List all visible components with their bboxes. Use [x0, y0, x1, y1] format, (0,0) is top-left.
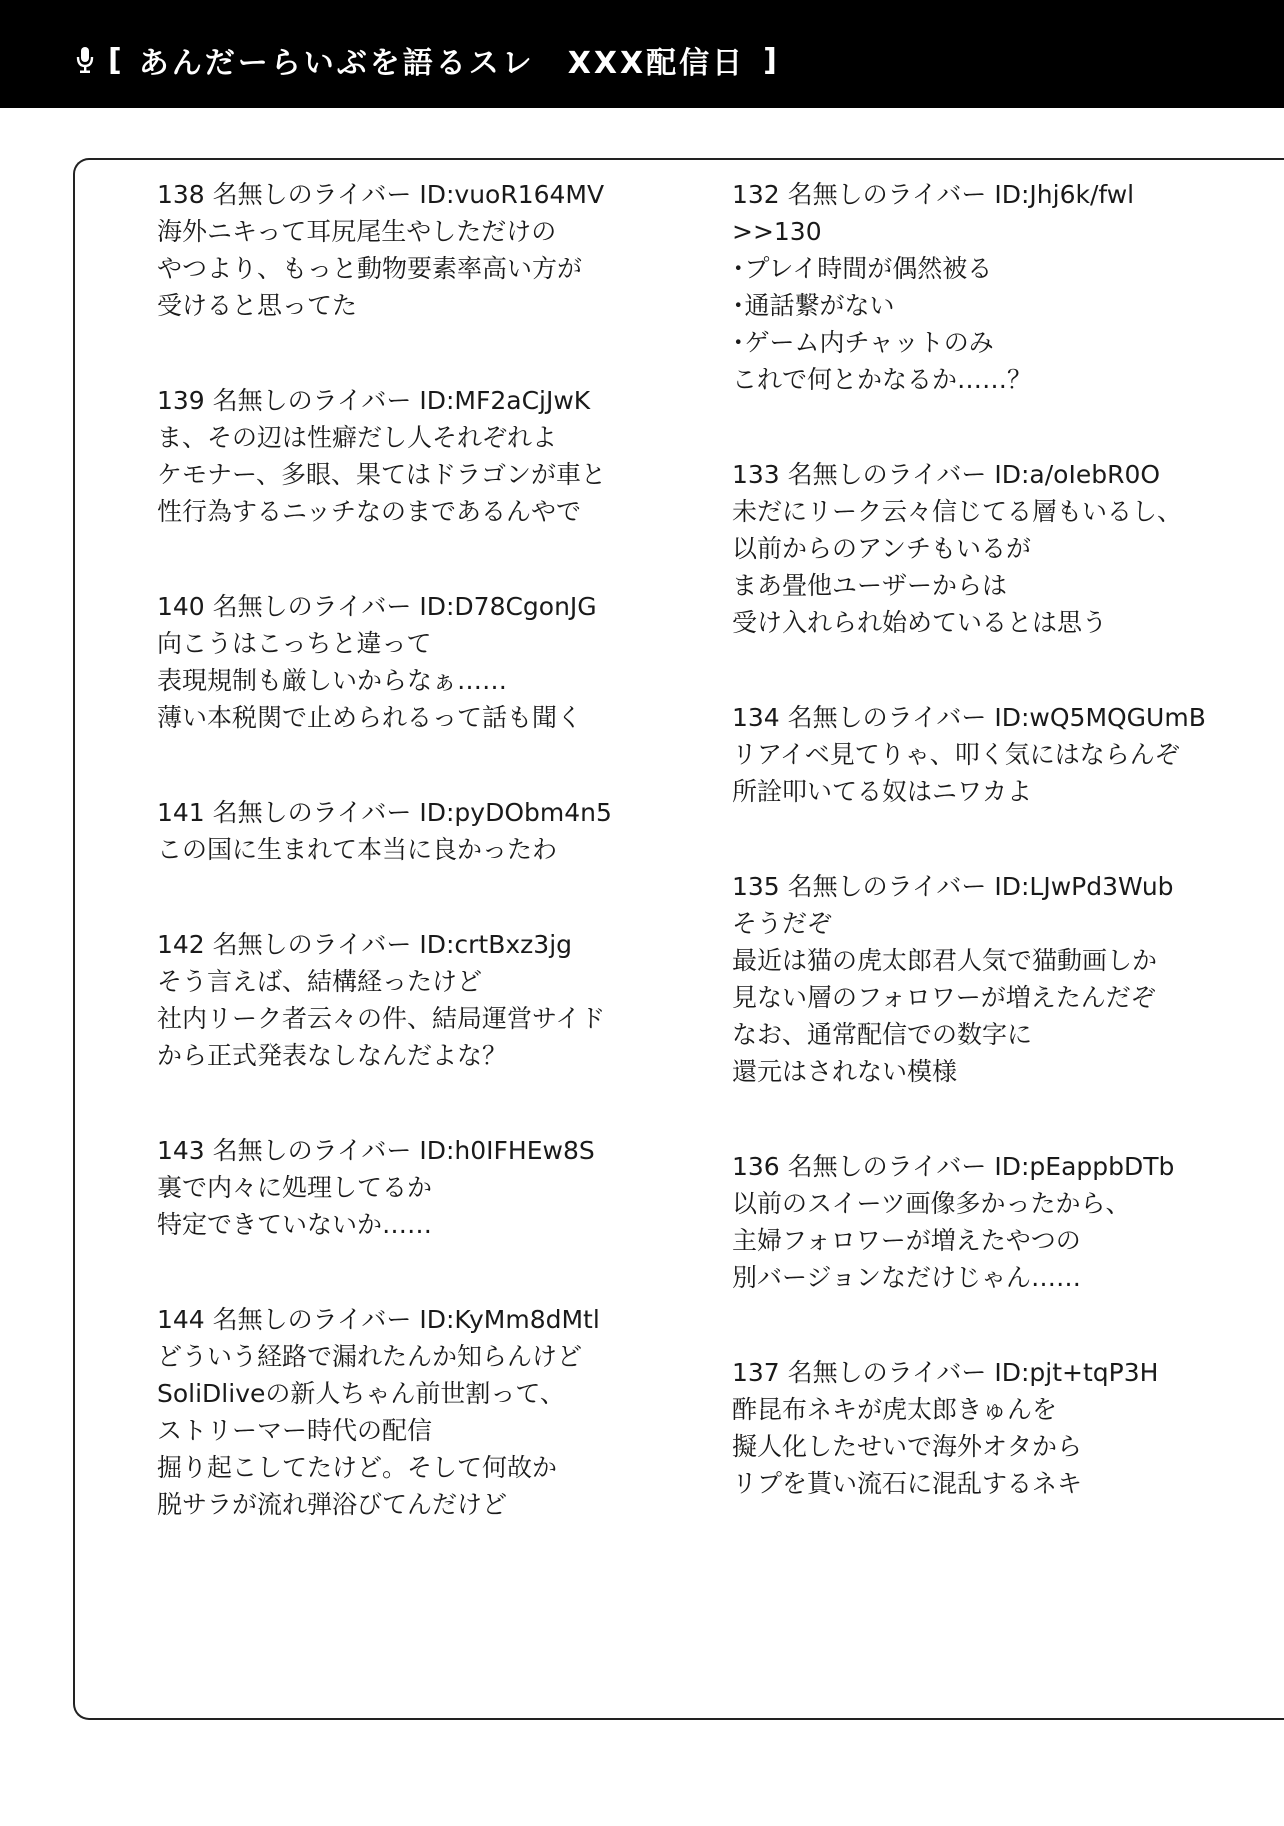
post-body-line: どういう経路で漏れたんか知らんけど — [157, 1342, 583, 1371]
post-body-line: 未だにリーク云々信じてる層もいるし、 — [732, 497, 1183, 526]
post-body-line: やつより、もっと動物要素率高い方が — [157, 254, 583, 283]
post-body-line: なお、通常配信での数字に — [732, 1020, 1033, 1049]
post-body-line: 掘り起こしてたけど。そして何故か — [157, 1453, 558, 1482]
post — [732, 1354, 1252, 1502]
post-body-line: リプを貰い流石に混乱するネキ — [732, 1469, 1083, 1498]
post-header: 136 名無しのライバー ID:pEappbDTb — [732, 1152, 1175, 1181]
post-body-line: 脱サラが流れ弾浴びてんだけど — [157, 1490, 508, 1519]
post-header: 135 名無しのライバー ID:LJwPd3Wub — [732, 872, 1174, 901]
post-header: 132 名無しのライバー ID:Jhj6k/fwl — [732, 180, 1135, 209]
post-body-line: 受け入れられ始めているとは思う — [732, 608, 1108, 637]
post-body-line: SoliDliveの新人ちゃん前世割って、 — [157, 1379, 565, 1408]
post-body-line: 海外ニキって耳尻尾生やしただけの — [157, 217, 557, 246]
post-body-line: 以前からのアンチもいるが — [732, 534, 1032, 563]
post-body-line: 薄い本税関で止められるって話も聞く — [157, 703, 583, 732]
post — [157, 588, 677, 736]
post-body-line: そう言えば、結構経ったけど — [157, 967, 483, 996]
post-body-line: から正式発表なしなんだよな？ — [157, 1041, 508, 1070]
post-body-line: まあ畳他ユーザーからは — [732, 571, 1008, 600]
post-body-line: 向こうはこっちと違って — [157, 629, 432, 658]
post-body-line: 表現規制も厳しいからなぁ…… — [157, 666, 508, 695]
post-body-line: 特定できていないか…… — [157, 1210, 433, 1239]
post-body-line: 別バージョンなだけじゃん…… — [732, 1263, 1082, 1292]
post-body-line: >>130 — [732, 217, 822, 246]
post-header: 140 名無しのライバー ID:D78CgonJG — [157, 592, 597, 621]
thread-title-bar — [76, 40, 780, 80]
post — [157, 1301, 677, 1523]
post — [157, 382, 677, 530]
post — [732, 176, 1252, 398]
post-header: 143 名無しのライバー ID:h0IFHEw8S — [157, 1136, 595, 1165]
thread-title: あんだーらいぶを語るスレ XXX配信日 — [138, 46, 746, 81]
post-header: 137 名無しのライバー ID:pjt+tqP3H — [732, 1358, 1159, 1387]
post-header: 144 名無しのライバー ID:KyMm8dMtl — [157, 1305, 600, 1334]
post-body-line: リアイベ見てりゃ、叩く気にはならんぞ — [732, 740, 1180, 769]
post-body-line: ･通話繋がない — [732, 291, 895, 320]
post-body-line: 性行為するニッチなのまであるんやで — [157, 497, 582, 526]
microphone-icon — [76, 47, 94, 73]
post — [732, 868, 1252, 1090]
post-body-line: ･プレイ時間が偶然被る — [732, 254, 993, 283]
post — [157, 176, 677, 324]
post-body-line: 見ない層のフォロワーが増えたんだぞ — [732, 983, 1156, 1012]
post-header: 139 名無しのライバー ID:MF2aCjJwK — [157, 386, 591, 415]
post — [732, 699, 1252, 810]
post-body-line: これで何とかなるか……？ — [732, 365, 1033, 394]
post-body-line: 社内リーク者云々の件、結局運営サイド — [157, 1004, 606, 1033]
post-header: 138 名無しのライバー ID:vuoR164MV — [157, 180, 605, 209]
post-body-line: 還元はされない模様 — [732, 1057, 958, 1086]
post-body-line: 擬人化したせいで海外オタから — [732, 1432, 1083, 1461]
post-body-line: 受けると思ってた — [157, 291, 358, 320]
post-header: 134 名無しのライバー ID:wQ5MQGUmB — [732, 703, 1206, 732]
post-body-line: ･ゲーム内チャットのみ — [732, 328, 994, 357]
post — [157, 794, 677, 868]
post-header: 141 名無しのライバー ID:pyDObm4n5 — [157, 798, 612, 827]
post-body-line: 酢昆布ネキが虎太郎きゅんを — [732, 1395, 1058, 1424]
title-close-bracket: ] — [763, 42, 780, 78]
post-body-line: 以前のスイーツ画像多かったから、 — [732, 1189, 1131, 1218]
post-body-line: そうだぞ — [732, 909, 833, 938]
post-header: 133 名無しのライバー ID:a/oIebR0O — [732, 460, 1161, 489]
post-body-line: ケモナー、多眼、果てはドラゴンが車と — [157, 460, 607, 489]
post-body-line: 所詮叩いてる奴はニワカよ — [732, 777, 1033, 806]
post — [157, 1132, 677, 1243]
post-header: 142 名無しのライバー ID:crtBxz3jg — [157, 930, 573, 959]
left-post-column — [157, 176, 677, 1581]
post-body-line: 主婦フォロワーが増えたやつの — [732, 1226, 1081, 1255]
title-open-bracket: [ — [108, 42, 125, 78]
post-body-line: 裏で内々に処理してるか — [157, 1173, 433, 1202]
post — [157, 926, 677, 1074]
post-body-line: この国に生まれて本当に良かったわ — [157, 835, 558, 864]
post-body-line: 最近は猫の虎太郎君人気で猫動画しか — [732, 946, 1158, 975]
post-body-line: ま、その辺は性癖だし人それぞれよ — [157, 423, 558, 452]
right-post-column — [732, 176, 1252, 1560]
post-body-line: ストリーマー時代の配信 — [157, 1416, 433, 1445]
post — [732, 1148, 1252, 1296]
post — [732, 456, 1252, 641]
